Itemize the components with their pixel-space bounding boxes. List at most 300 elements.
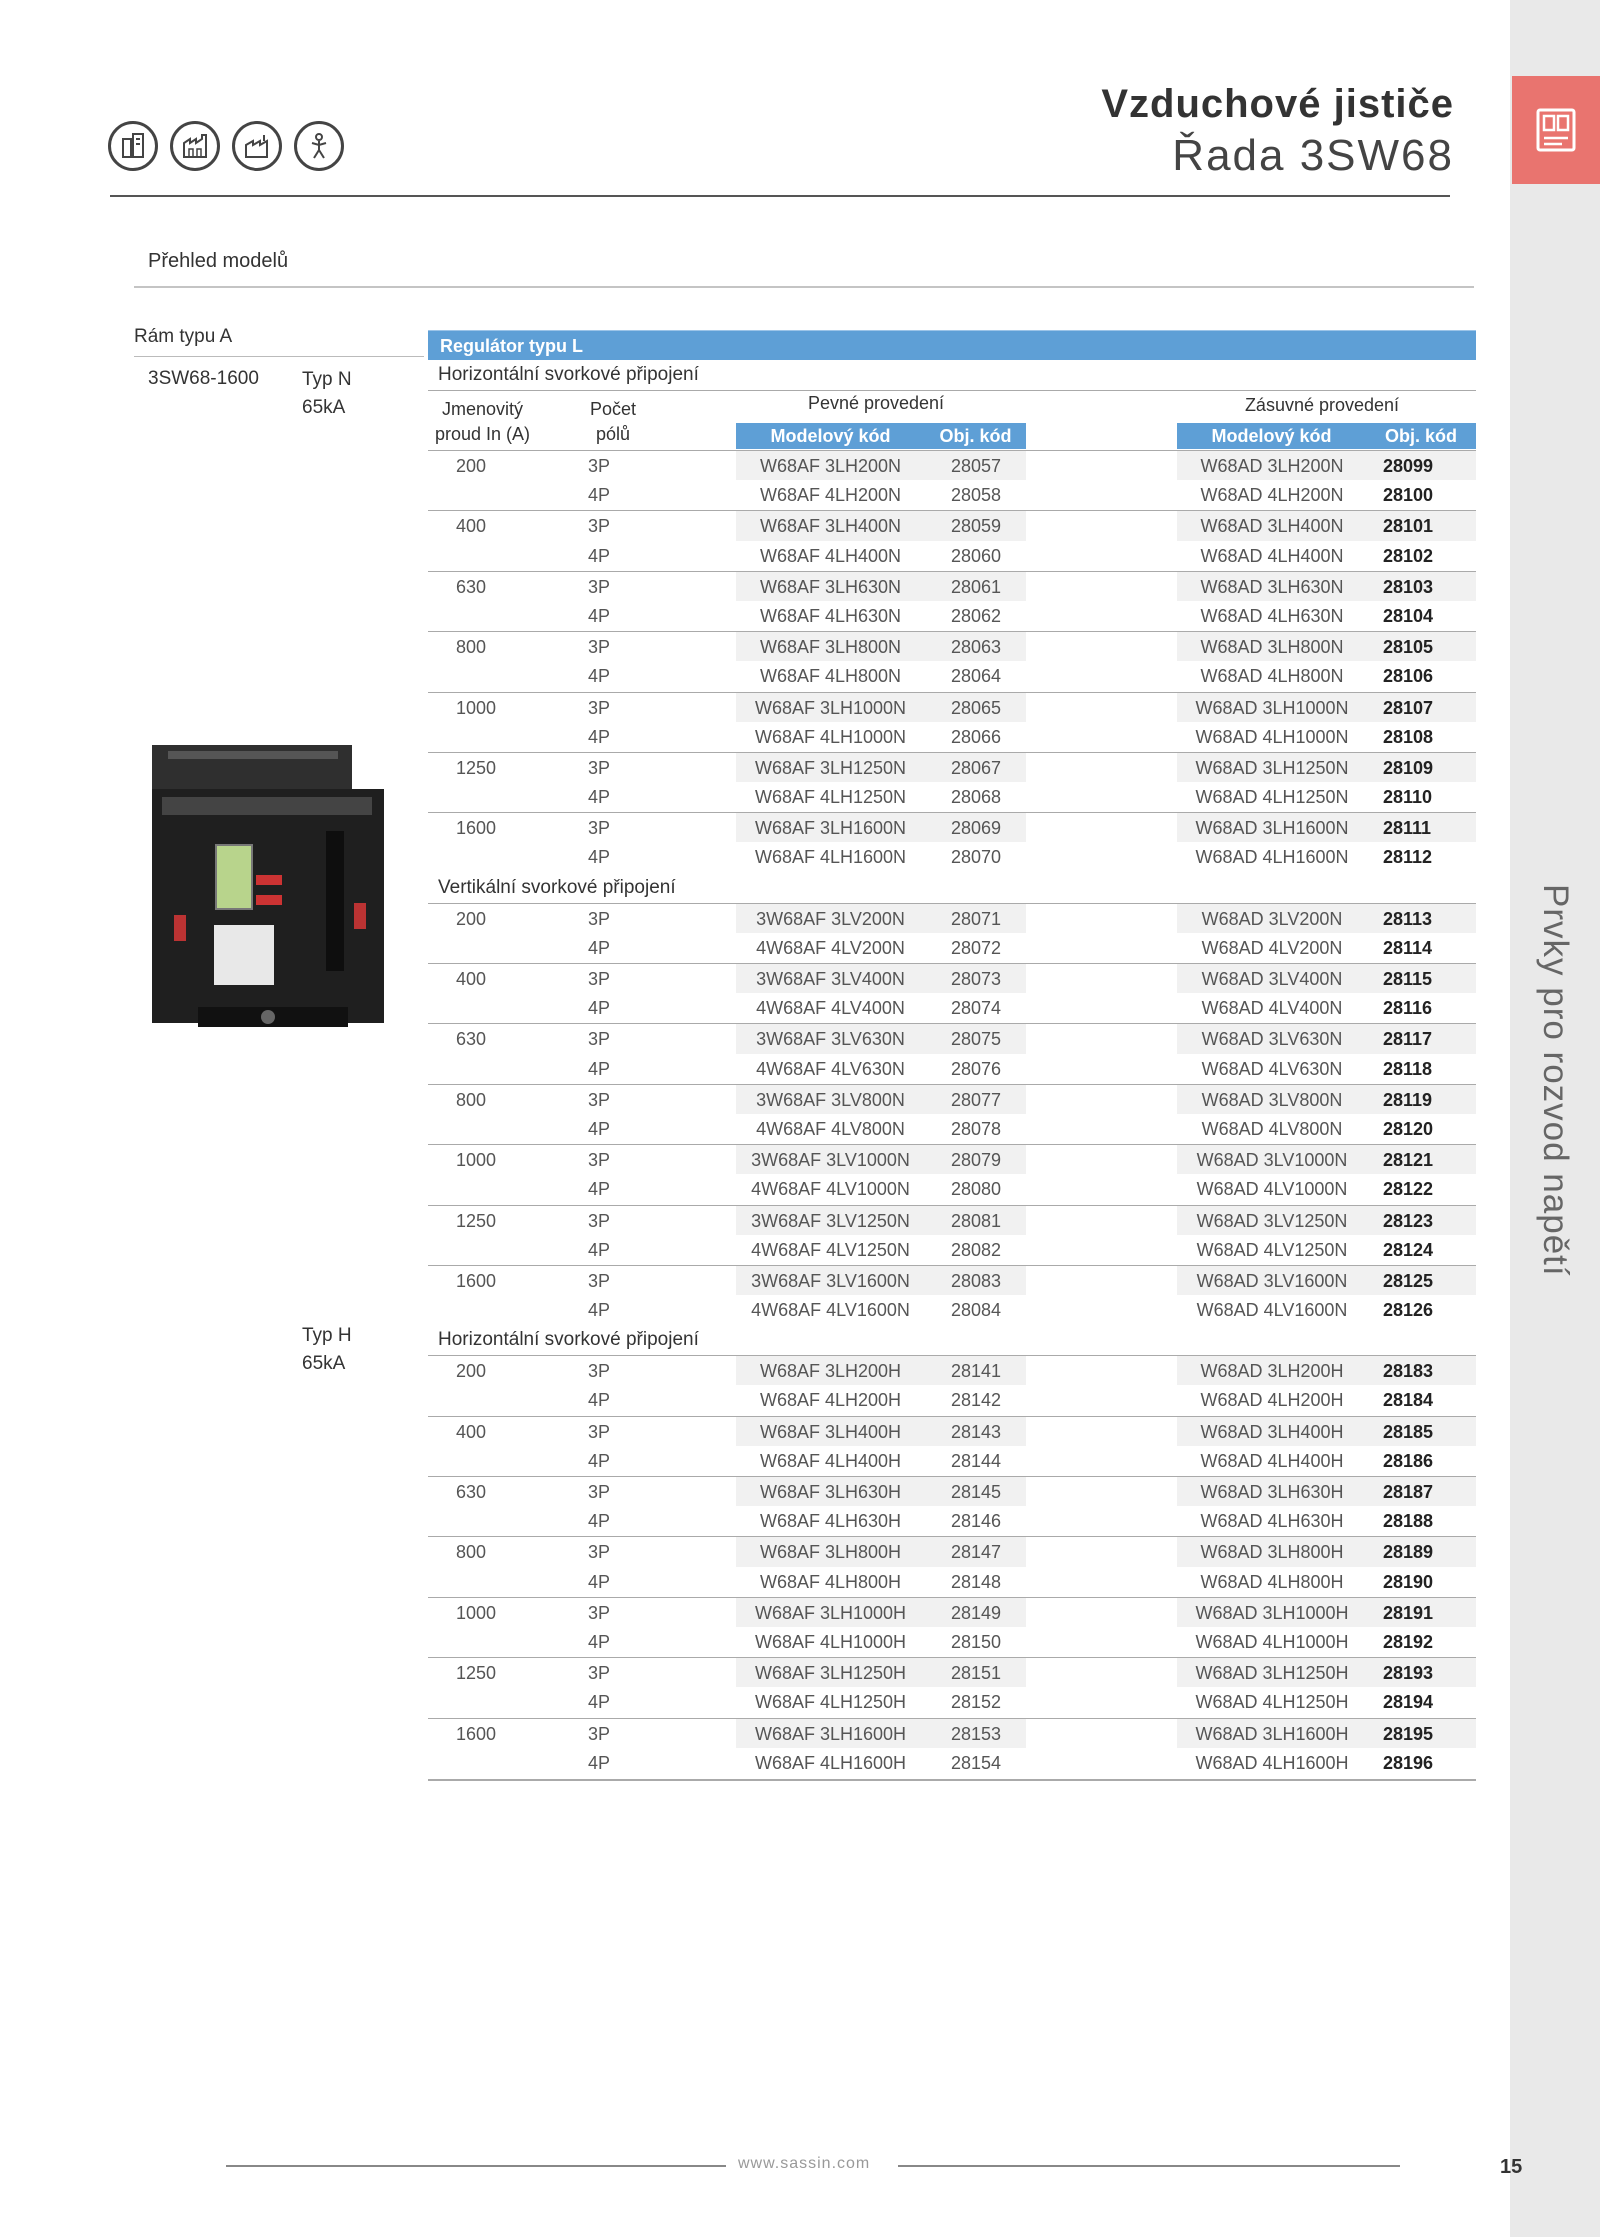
table-row xyxy=(428,782,1476,812)
fixed-cell xyxy=(736,1266,1026,1295)
drawout-order-code: 28101 xyxy=(1383,516,1434,537)
drawout-model-code: W68AD 3LV630N xyxy=(1201,1029,1343,1050)
drawout-cell xyxy=(1177,1506,1476,1536)
fixed-order-code: 28081 xyxy=(951,1210,1002,1231)
rated-current: 630 xyxy=(456,576,487,597)
title-series: Řada 3SW68 xyxy=(1172,131,1454,180)
drawout-model-code: W68AD 4LV200N xyxy=(1201,937,1343,958)
fixed-model-code: W68AF 3LH1600N xyxy=(754,818,907,839)
drawout-model-code: W68AD 3LH1250N xyxy=(1195,757,1349,778)
drawout-cell xyxy=(1177,661,1476,691)
rated-current: 800 xyxy=(456,1542,487,1563)
pole-count: 3P xyxy=(588,1029,611,1050)
drawout-order-code: 28099 xyxy=(1383,456,1434,476)
drawout-order-code: 28105 xyxy=(1383,637,1434,658)
current-header-line1: Jmenovitý xyxy=(441,399,524,419)
rated-current: 400 xyxy=(456,1421,487,1442)
table-row xyxy=(428,541,1476,571)
table-row xyxy=(428,1265,1476,1295)
fixed-cell xyxy=(736,1114,1026,1144)
drawout-model-code: W68AD 3LH1000H xyxy=(1195,1602,1349,1623)
fixed-order-code: 28057 xyxy=(951,456,1002,476)
drawout-cell xyxy=(1177,813,1476,842)
column-headers xyxy=(428,390,1476,450)
fixed-cell xyxy=(736,1719,1026,1748)
drawout-model-code: W68AD 4LH400H xyxy=(1200,1450,1344,1471)
table-row xyxy=(428,1506,1476,1536)
table-row xyxy=(428,631,1476,661)
drawout-order-code: 28107 xyxy=(1383,697,1434,718)
drawout-order-code: 28125 xyxy=(1383,1270,1434,1291)
drawout-cell xyxy=(1177,842,1476,872)
fixed-order-code: 28151 xyxy=(951,1663,1002,1684)
drawout-cell xyxy=(1177,480,1476,510)
drawout-order-code: 28106 xyxy=(1383,666,1434,687)
fixed-cell xyxy=(736,511,1026,540)
rated-current: 630 xyxy=(456,1482,487,1502)
table-bottom-line xyxy=(428,1779,1476,1781)
fixed-model-code: 4W68AF 4LV630N xyxy=(756,1058,905,1079)
table-row xyxy=(428,1718,1476,1748)
fixed-cell xyxy=(736,782,1026,812)
fixed-cell xyxy=(736,451,1026,480)
drawout-cell xyxy=(1177,1537,1476,1566)
pole-count: 3P xyxy=(588,1482,611,1502)
poles-header xyxy=(578,397,648,447)
fixed-model-code: 4W68AF 4LV200N xyxy=(756,937,905,958)
pole-count: 4P xyxy=(588,1179,611,1200)
drawout-order-code: 28123 xyxy=(1383,1210,1434,1231)
table-body xyxy=(428,360,1476,1778)
drawout-model-code: W68AD 4LH1250H xyxy=(1195,1692,1349,1713)
drawout-order-code: 28117 xyxy=(1383,1029,1433,1050)
table-row xyxy=(428,1476,1476,1506)
drawout-model-code: W68AD 4LH200H xyxy=(1200,1390,1344,1411)
drawout-model-code: W68AD 3LV800N xyxy=(1201,1089,1343,1110)
table-row xyxy=(428,1567,1476,1597)
fixed-model-code: W68AF 3LH1000N xyxy=(754,697,907,718)
footer-line-right xyxy=(898,2165,1400,2167)
drawout-order-code: 28103 xyxy=(1383,576,1434,597)
drawout-order-code: 28108 xyxy=(1383,726,1434,747)
rated-current: 1250 xyxy=(456,1210,497,1231)
fixed-order-code: 28076 xyxy=(951,1058,1002,1079)
fixed-model-code: W68AF 4LH800H xyxy=(759,1571,902,1592)
drawout-header: Zásuvné provedení xyxy=(1244,395,1400,415)
pole-count: 3P xyxy=(588,1361,611,1382)
drawout-model-code: W68AD 4LH1250N xyxy=(1195,787,1349,808)
rated-current: 1600 xyxy=(456,1270,497,1291)
table-row xyxy=(428,1687,1476,1717)
rated-current: 200 xyxy=(456,456,487,476)
connection-header: Horizontální svorkové připojení xyxy=(438,1329,699,1351)
fixed-model-code: 4W68AF 4LV1600N xyxy=(751,1300,910,1321)
fixed-cell xyxy=(736,541,1026,571)
drawout-order-code: 28102 xyxy=(1383,545,1434,566)
drawout-model-code: W68AD 4LV1000N xyxy=(1196,1179,1348,1200)
fixed-cell xyxy=(736,1145,1026,1174)
drawout-order-code: 28115 xyxy=(1383,969,1433,989)
fixed-model-code: W68AF 4LH630N xyxy=(759,605,902,626)
drawout-cell xyxy=(1177,722,1476,752)
drawout-order-code: 28110 xyxy=(1383,787,1433,808)
drawout-cell xyxy=(1177,1385,1476,1415)
fixed-cell xyxy=(736,1537,1026,1566)
fixed-cell xyxy=(736,632,1026,661)
fixed-model-code: W68AF 3LH200N xyxy=(759,456,902,476)
drawout-cell xyxy=(1177,511,1476,540)
fixed-model-code: W68AF 3LH200H xyxy=(759,1361,902,1382)
drawout-cell xyxy=(1177,1295,1476,1325)
pole-count: 4P xyxy=(588,726,611,747)
drawout-order-code: 28189 xyxy=(1383,1542,1434,1563)
drawout-order-code: 28195 xyxy=(1383,1723,1434,1744)
fixed-model-code: 4W68AF 4LV1250N xyxy=(751,1239,910,1260)
drawout-order-code: 28190 xyxy=(1383,1571,1434,1592)
drawout-model-code: W68AD 3LH800N xyxy=(1200,637,1344,658)
connection-header: Horizontální svorkové připojení xyxy=(438,364,699,385)
header-divider xyxy=(110,195,1450,197)
drawout-order-code: 28187 xyxy=(1383,1482,1434,1502)
fixed-order-code: 28141 xyxy=(951,1361,1002,1382)
drawout-cell xyxy=(1177,782,1476,812)
person-icon xyxy=(294,121,344,171)
drawout-cell xyxy=(1177,1085,1476,1114)
drawout-order-code: 28119 xyxy=(1383,1089,1433,1110)
fixed-model-code: W68AF 4LH400H xyxy=(759,1450,902,1471)
drawout-cell xyxy=(1177,1174,1476,1204)
drawout-cell xyxy=(1177,1145,1476,1174)
pole-count: 3P xyxy=(588,1089,611,1110)
rated-current: 1600 xyxy=(456,818,497,839)
pole-count: 4P xyxy=(588,485,611,506)
fixed-model-code: W68AF 3LH1250N xyxy=(754,757,907,778)
pole-count: 4P xyxy=(588,787,611,808)
fixed-cell xyxy=(736,693,1026,722)
drawout-cell xyxy=(1177,1206,1476,1235)
table-row xyxy=(428,1416,1476,1446)
pole-count: 4P xyxy=(588,1300,611,1321)
fixed-order-code: 28142 xyxy=(951,1390,1002,1411)
drawout-cell xyxy=(1177,1356,1476,1385)
drawout-order-code: 28120 xyxy=(1383,1118,1434,1139)
drawout-model-code: W68AD 4LH400N xyxy=(1200,545,1344,566)
application-icons xyxy=(108,121,344,171)
drawout-order-code: 28183 xyxy=(1383,1361,1434,1382)
table-row xyxy=(428,963,1476,993)
fixed-cell xyxy=(736,1024,1026,1053)
table-row xyxy=(428,480,1476,510)
drawout-model-code: W68AD 3LH200N xyxy=(1200,456,1344,476)
fixed-cell xyxy=(736,1295,1026,1325)
fixed-subheader xyxy=(736,423,1026,449)
fixed-order-code: 28069 xyxy=(951,818,1002,839)
poles-header-line1: Počet xyxy=(589,399,637,419)
model-name: 3SW68-1600 xyxy=(148,368,259,389)
fixed-model-code: W68AF 3LH1000H xyxy=(754,1602,907,1623)
fixed-order-code: 28060 xyxy=(951,545,1002,566)
fixed-order-code: 28063 xyxy=(951,637,1002,658)
poles-header-line2: pólů xyxy=(595,424,631,444)
drawout-model-code: W68AD 3LH400H xyxy=(1200,1421,1344,1442)
fixed-header: Pevné provedení xyxy=(807,393,945,413)
fixed-order-code: 28065 xyxy=(951,697,1002,718)
rated-current: 1000 xyxy=(456,697,497,718)
order-code-header: Obj. kód xyxy=(939,425,1012,446)
table-row xyxy=(428,1114,1476,1144)
drawout-order-code: 28194 xyxy=(1383,1692,1434,1713)
drawout-cell xyxy=(1177,1627,1476,1657)
pole-count: 3P xyxy=(588,1663,611,1684)
fixed-cell xyxy=(736,1235,1026,1265)
drawout-cell xyxy=(1177,1054,1476,1084)
section-title: Přehled modelů xyxy=(148,250,289,272)
fixed-cell xyxy=(736,572,1026,601)
fixed-cell xyxy=(736,1748,1026,1778)
fixed-model-code: 3W68AF 3LV630N xyxy=(756,1029,905,1050)
drawout-model-code: W68AD 4LV800N xyxy=(1201,1118,1343,1139)
drawout-model-code: W68AD 4LH800N xyxy=(1200,666,1344,687)
rated-current: 1000 xyxy=(456,1602,497,1623)
fixed-model-code: W68AF 4LH1000N xyxy=(754,726,907,747)
drawout-cell xyxy=(1177,1417,1476,1446)
drawout-order-code: 28112 xyxy=(1383,847,1433,868)
fixed-cell xyxy=(736,1385,1026,1415)
drawout-model-code: W68AD 3LH1600N xyxy=(1195,818,1349,839)
fixed-cell xyxy=(736,480,1026,510)
fixed-cell xyxy=(736,1356,1026,1385)
pole-count: 3P xyxy=(588,1421,611,1442)
fixed-model-code: W68AF 3LH400H xyxy=(759,1421,902,1442)
drawout-order-code: 28186 xyxy=(1383,1450,1434,1471)
fixed-cell xyxy=(736,1567,1026,1597)
fixed-model-code: W68AF 3LH800N xyxy=(759,637,902,658)
drawout-model-code: W68AD 3LV1600N xyxy=(1196,1270,1348,1291)
pole-count: 3P xyxy=(588,818,611,839)
table-row xyxy=(428,510,1476,540)
pole-count: 4P xyxy=(588,1239,611,1260)
fixed-order-code: 28080 xyxy=(951,1179,1002,1200)
table-row xyxy=(428,1385,1476,1415)
fixed-order-code: 28058 xyxy=(951,485,1002,506)
rated-current: 1250 xyxy=(456,1663,497,1684)
page-number: 15 xyxy=(1500,2156,1523,2178)
drawout-model-code: W68AD 3LH1000N xyxy=(1195,697,1349,718)
table-row xyxy=(428,993,1476,1023)
fixed-cell xyxy=(736,904,1026,933)
fixed-order-code: 28066 xyxy=(951,726,1002,747)
drawout-order-code: 28104 xyxy=(1383,605,1434,626)
drawout-model-code: W68AD 4LV1250N xyxy=(1196,1239,1348,1260)
drawout-cell xyxy=(1177,1567,1476,1597)
fixed-order-code: 28150 xyxy=(951,1631,1002,1652)
fixed-cell xyxy=(736,1085,1026,1114)
fixed-model-code: 3W68AF 3LV1250N xyxy=(751,1210,910,1231)
fixed-cell xyxy=(736,1206,1026,1235)
fixed-order-code: 28075 xyxy=(951,1029,1002,1050)
model-code-header: Modelový kód xyxy=(770,425,891,446)
drawout-cell xyxy=(1177,1266,1476,1295)
drawout-model-code: W68AD 4LV630N xyxy=(1201,1058,1343,1079)
frame-divider xyxy=(134,356,424,357)
drawout-model-code: W68AD 3LV400N xyxy=(1201,969,1343,989)
fixed-model-code: W68AF 3LH1600H xyxy=(754,1723,907,1744)
rated-current: 1250 xyxy=(456,757,497,778)
drawout-order-code: 28193 xyxy=(1383,1663,1434,1684)
table-row xyxy=(428,1144,1476,1174)
drawout-model-code: W68AD 3LH630H xyxy=(1200,1482,1344,1502)
fixed-order-code: 28154 xyxy=(951,1752,1002,1773)
fixed-order-code: 28079 xyxy=(951,1150,1002,1171)
drawout-model-code: W68AD 3LH800H xyxy=(1200,1542,1344,1563)
table-row xyxy=(428,1235,1476,1265)
table-row xyxy=(428,933,1476,963)
drawout-order-code: 28184 xyxy=(1383,1390,1434,1411)
fixed-cell xyxy=(736,661,1026,691)
fixed-order-code: 28143 xyxy=(951,1421,1002,1442)
drawout-order-code: 28188 xyxy=(1383,1511,1434,1532)
building-icon xyxy=(108,121,158,171)
fixed-order-code: 28064 xyxy=(951,666,1002,687)
rated-current: 200 xyxy=(456,908,487,929)
frame-label: Rám typu A xyxy=(134,326,233,347)
pole-count: 4P xyxy=(588,1058,611,1079)
pole-count: 3P xyxy=(588,908,611,929)
rated-current: 630 xyxy=(456,1029,487,1050)
table-row xyxy=(428,1657,1476,1687)
drawout-cell xyxy=(1177,541,1476,571)
fixed-order-code: 28078 xyxy=(951,1118,1002,1139)
drawout-cell xyxy=(1177,1477,1476,1506)
drawout-model-code: W68AD 3LH200H xyxy=(1200,1361,1344,1382)
title-main: Vzduchové jističe xyxy=(1101,82,1454,126)
fixed-order-code: 28067 xyxy=(951,757,1002,778)
type-h xyxy=(302,1322,352,1378)
pole-count: 4P xyxy=(588,545,611,566)
drawout-cell xyxy=(1177,572,1476,601)
drawout-cell xyxy=(1177,964,1476,993)
fixed-model-code: W68AF 3LH630N xyxy=(759,576,902,597)
table-row xyxy=(428,1597,1476,1627)
drawout-order-code: 28192 xyxy=(1383,1631,1434,1652)
switchboard-icon xyxy=(1512,76,1600,184)
fixed-model-code: W68AF 4LH630H xyxy=(759,1511,902,1532)
type-rating: 65kA xyxy=(302,397,346,418)
fixed-order-code: 28068 xyxy=(951,787,1002,808)
drawout-order-code: 28122 xyxy=(1383,1179,1434,1200)
connection-header: Vertikální svorkové připojení xyxy=(438,876,676,898)
fixed-model-code: 3W68AF 3LV1000N xyxy=(751,1150,910,1171)
fixed-order-code: 28146 xyxy=(951,1511,1002,1532)
fixed-order-code: 28153 xyxy=(951,1723,1002,1744)
drawout-cell xyxy=(1177,1748,1476,1778)
footer-line-left xyxy=(226,2165,726,2167)
table-row xyxy=(428,812,1476,842)
fixed-order-code: 28147 xyxy=(951,1542,1002,1563)
pole-count: 3P xyxy=(588,1602,611,1623)
order-code-header: Obj. kód xyxy=(1385,425,1457,446)
fixed-cell xyxy=(736,1506,1026,1536)
pole-count: 4P xyxy=(588,1511,611,1532)
drawout-order-code: 28109 xyxy=(1383,757,1434,778)
fixed-order-code: 28071 xyxy=(951,908,1002,929)
table-row xyxy=(428,903,1476,933)
rated-current: 800 xyxy=(456,637,487,658)
fixed-order-code: 28082 xyxy=(951,1239,1002,1260)
model-code-header: Modelový kód xyxy=(1211,425,1332,446)
factory-icon xyxy=(170,121,220,171)
sidebar-text: Prvky pro rozvod napětí xyxy=(1536,883,1575,1277)
fixed-order-code: 28144 xyxy=(951,1450,1002,1471)
pole-count: 4P xyxy=(588,937,611,958)
regulator-header: Regulátor typu L xyxy=(428,330,1476,360)
type-n xyxy=(302,366,352,422)
fixed-order-code: 28062 xyxy=(951,605,1002,626)
current-header-line2: proud In (A) xyxy=(434,424,531,444)
fixed-model-code: 3W68AF 3LV800N xyxy=(756,1089,905,1110)
rated-current: 800 xyxy=(456,1089,487,1110)
pole-count: 3P xyxy=(588,576,611,597)
fixed-order-code: 28152 xyxy=(951,1692,1002,1713)
fixed-model-code: 4W68AF 4LV1000N xyxy=(751,1179,910,1200)
table-row xyxy=(428,692,1476,722)
fixed-cell xyxy=(736,933,1026,963)
industry-icon xyxy=(232,121,282,171)
fixed-order-code: 28084 xyxy=(951,1300,1002,1321)
fixed-model-code: W68AF 4LH200N xyxy=(759,485,902,506)
fixed-cell xyxy=(736,1174,1026,1204)
drawout-cell xyxy=(1177,1598,1476,1627)
table-row xyxy=(428,1536,1476,1566)
fixed-model-code: W68AF 4LH400N xyxy=(759,545,902,566)
pole-count: 3P xyxy=(588,1150,611,1171)
table-row xyxy=(428,450,1476,480)
fixed-cell xyxy=(736,1054,1026,1084)
circuit-breaker-image xyxy=(148,735,384,1045)
fixed-cell xyxy=(736,1687,1026,1717)
pole-count: 4P xyxy=(588,666,611,687)
fixed-model-code: W68AF 3LH1250H xyxy=(754,1663,907,1684)
drawout-cell xyxy=(1177,1235,1476,1265)
fixed-model-code: 4W68AF 4LV800N xyxy=(756,1118,905,1139)
table-row xyxy=(428,571,1476,601)
fixed-model-code: 3W68AF 3LV1600N xyxy=(751,1270,910,1291)
drawout-cell xyxy=(1177,753,1476,782)
fixed-cell xyxy=(736,722,1026,752)
drawout-model-code: W68AD 4LH630N xyxy=(1200,605,1344,626)
fixed-cell xyxy=(736,813,1026,842)
drawout-cell xyxy=(1177,451,1476,480)
fixed-order-code: 28077 xyxy=(951,1089,1002,1110)
table-row xyxy=(428,1748,1476,1778)
drawout-model-code: W68AD 3LV200N xyxy=(1201,908,1343,929)
pole-count: 4P xyxy=(588,605,611,626)
drawout-order-code: 28126 xyxy=(1383,1300,1434,1321)
pole-count: 4P xyxy=(588,1692,611,1713)
drawout-order-code: 28100 xyxy=(1383,485,1434,506)
section-divider xyxy=(134,286,1474,288)
table-row xyxy=(428,1084,1476,1114)
table-row xyxy=(428,1205,1476,1235)
drawout-model-code: W68AD 4LH200N xyxy=(1200,485,1344,506)
type-name: Typ N xyxy=(302,369,352,390)
type-name: Typ H xyxy=(302,1325,352,1346)
models-table xyxy=(428,330,1476,1781)
drawout-cell xyxy=(1177,1446,1476,1476)
fixed-model-code: W68AF 4LH1000H xyxy=(754,1631,907,1652)
rated-current: 400 xyxy=(456,969,487,989)
fixed-order-code: 28074 xyxy=(951,998,1002,1019)
